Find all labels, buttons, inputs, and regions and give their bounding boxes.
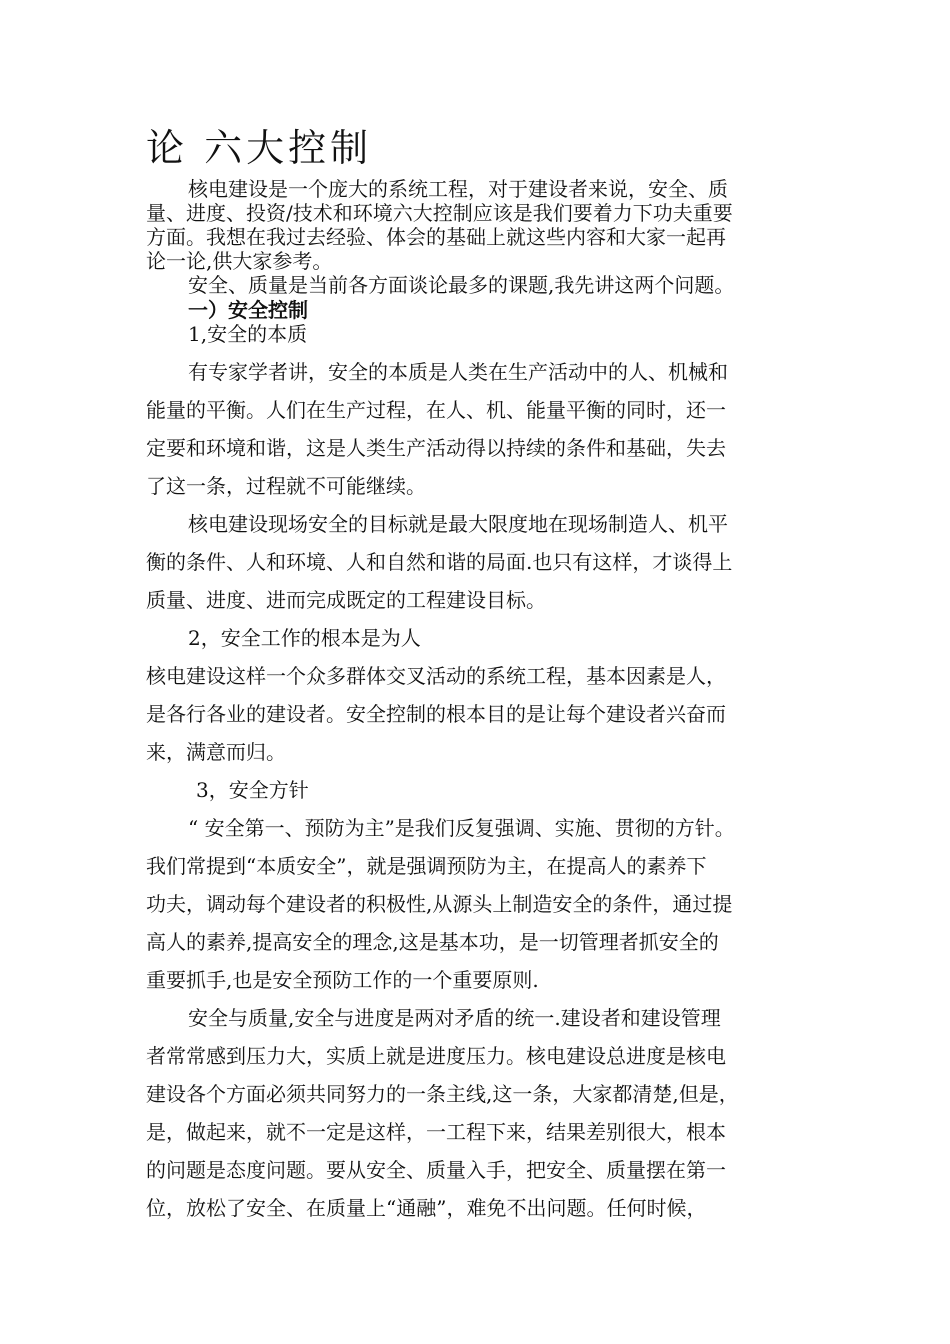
p4-line-2: 我们常提到“本质安全”，就是强调预防为主，在提高人的素养下 xyxy=(146,854,707,878)
p4-line-1: “ 安全第一、预防为主”是我们反复强调、实施、贯彻的方针。 xyxy=(188,816,735,840)
p1-line-3: 定要和环境和谐，这是人类生产活动得以持续的条件和基础，失去 xyxy=(146,436,726,460)
subsection-title-1: 1,安全的本质 xyxy=(188,322,308,346)
section-heading-safety: 一）安全控制 xyxy=(188,298,308,322)
document-title: 论 六大控制 xyxy=(146,126,373,170)
p2-line-3: 质量、进度、进而完成既定的工程建设目标。 xyxy=(146,588,546,612)
p4-line-5: 重要抓手,也是安全预防工作的一个重要原则. xyxy=(146,968,539,992)
subsection-title-3: 3，安全方针 xyxy=(196,778,309,802)
p5-line-3: 建设各个方面必须共同努力的一条主线,这一条，大家都清楚,但是， xyxy=(146,1082,739,1106)
p4-line-4: 高人的素养,提高安全的理念,这是基本功，是一切管理者抓安全的 xyxy=(146,930,719,954)
p1-line-2: 能量的平衡。人们在生产过程，在人、机、能量平衡的同时，还一 xyxy=(146,398,726,422)
intro-line-4: 论一论,供大家参考。 xyxy=(146,249,333,273)
p5-line-1: 安全与质量,安全与进度是两对矛盾的统一.建设者和建设管理 xyxy=(188,1006,721,1030)
intro-line-5: 安全、质量是当前各方面谈论最多的课题,我先讲这两个问题。 xyxy=(188,273,735,297)
intro-line-3: 方面。我想在我过去经验、体会的基础上就这些内容和大家一起再 xyxy=(146,225,726,249)
p5-line-4: 是，做起来，就不一定是这样，一工程下来，结果差别很大，根本 xyxy=(146,1120,726,1144)
p2-line-1: 核电建设现场安全的目标就是最大限度地在现场制造人、机平 xyxy=(188,512,728,536)
intro-line-1: 核电建设是一个庞大的系统工程，对于建设者来说，安全、质 xyxy=(188,177,728,201)
p1-line-1: 有专家学者讲，安全的本质是人类在生产活动中的人、机械和 xyxy=(188,360,728,384)
p3-line-1: 核电建设这样一个众多群体交叉活动的系统工程，基本因素是人， xyxy=(146,664,726,688)
p5-line-2: 者常常感到压力大，实质上就是进度压力。核电建设总进度是核电 xyxy=(146,1044,726,1068)
intro-line-2: 量、进度、投资/技术和环境六大控制应该是我们要着力下功夫重要 xyxy=(146,201,733,225)
p2-line-2: 衡的条件、人和环境、人和自然和谐的局面.也只有这样，才谈得上 xyxy=(146,550,733,574)
p1-line-4: 了这一条，过程就不可能继续。 xyxy=(146,474,426,498)
p3-line-3: 来，满意而归。 xyxy=(146,740,286,764)
p3-line-2: 是各行各业的建设者。安全控制的根本目的是让每个建设者兴奋而 xyxy=(146,702,726,726)
p4-line-3: 功夫，调动每个建设者的积极性,从源头上制造安全的条件，通过提 xyxy=(146,892,733,916)
p5-line-6: 位，放松了安全、在质量上“通融”，难免不出问题。任何时候， xyxy=(146,1196,707,1220)
subsection-title-2: 2，安全工作的根本是为人 xyxy=(188,626,421,650)
p5-line-5: 的问题是态度问题。要从安全、质量入手，把安全、质量摆在第一 xyxy=(146,1158,726,1182)
